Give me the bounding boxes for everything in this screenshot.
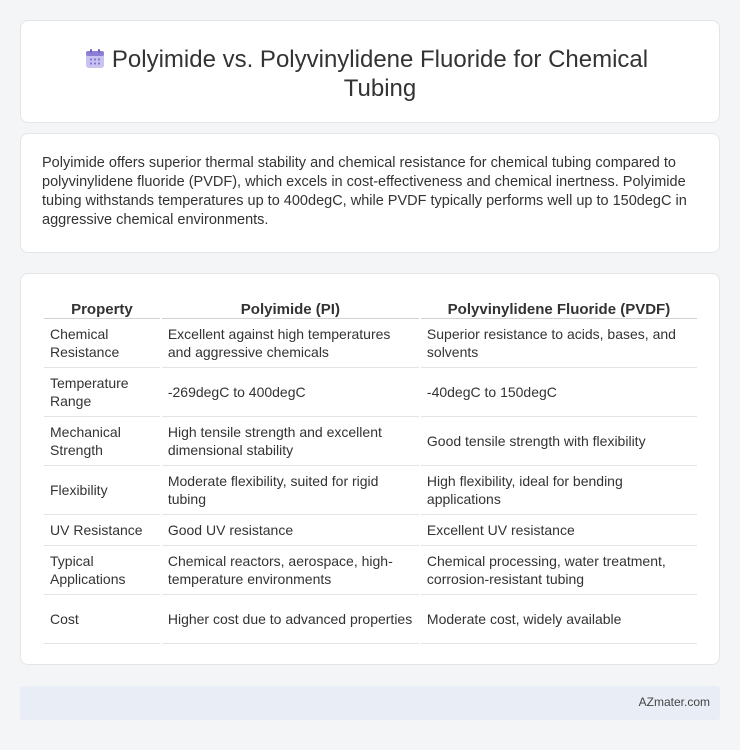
row-pvdf: Chemical processing, water treatment, corrosion-resistant tubing [421, 546, 697, 595]
header-property: Property [44, 296, 160, 319]
table-row [44, 546, 697, 595]
row-pvdf: -40degC to 150degC [421, 368, 697, 417]
row-polyimide: Chemical reactors, aerospace, high-temperature environments [162, 546, 419, 595]
row-polyimide: Moderate flexibility, suited for rigid tubing [162, 466, 419, 515]
row-pvdf: Excellent UV resistance [421, 515, 697, 546]
comparison-card [20, 273, 720, 665]
title-card [20, 20, 720, 123]
comparison-table [42, 296, 699, 644]
page-title: Polyimide vs. Polyvinylidene Fluoride for Chemical Tubing [111, 46, 649, 102]
header-pvdf: Polyvinylidene Fluoride (PVDF) [421, 296, 697, 319]
row-pvdf: High flexibility, ideal for bending applications [421, 466, 697, 515]
footer-bar [20, 686, 720, 720]
table-row [44, 319, 697, 368]
row-polyimide: High tensile strength and excellent dimensional stability [162, 417, 419, 466]
intro-card [20, 133, 720, 253]
row-pvdf: Moderate cost, widely available [421, 595, 697, 644]
intro-paragraph: Polyimide offers superior thermal stability and chemical resistance for chemical tubing compared to polyvinylidene fluoride (PVDF), which excels in cost-effectiveness and chemical inertness. Polyimide tubing withstands temperatures up to 400degC, while PVDF typically performs well up to 150degC in aggressive chemical environments. [42, 155, 687, 228]
table-header-row [44, 296, 697, 319]
row-polyimide: -269degC to 400degC [162, 368, 419, 417]
table-row [44, 417, 697, 466]
row-property: Flexibility [44, 466, 160, 515]
header-polyimide: Polyimide (PI) [162, 296, 419, 319]
row-property: Chemical Resistance [44, 319, 160, 368]
table-row [44, 368, 697, 417]
table-row [44, 466, 697, 515]
row-polyimide: Good UV resistance [162, 515, 419, 546]
table-row [44, 515, 697, 546]
row-property: UV Resistance [44, 515, 160, 546]
row-property: Typical Applications [44, 546, 160, 595]
row-pvdf: Good tensile strength with flexibility [421, 417, 697, 466]
row-polyimide: Excellent against high temperatures and aggressive chemicals [162, 319, 419, 368]
row-property: Temperature Range [44, 368, 160, 417]
row-property: Cost [44, 595, 160, 644]
row-polyimide: Higher cost due to advanced properties [162, 595, 419, 644]
row-property: Mechanical Strength [44, 417, 160, 466]
footer-site-label: AZmater.com [638, 695, 710, 709]
row-pvdf: Superior resistance to acids, bases, and solvents [421, 319, 697, 368]
table-row [44, 595, 697, 644]
